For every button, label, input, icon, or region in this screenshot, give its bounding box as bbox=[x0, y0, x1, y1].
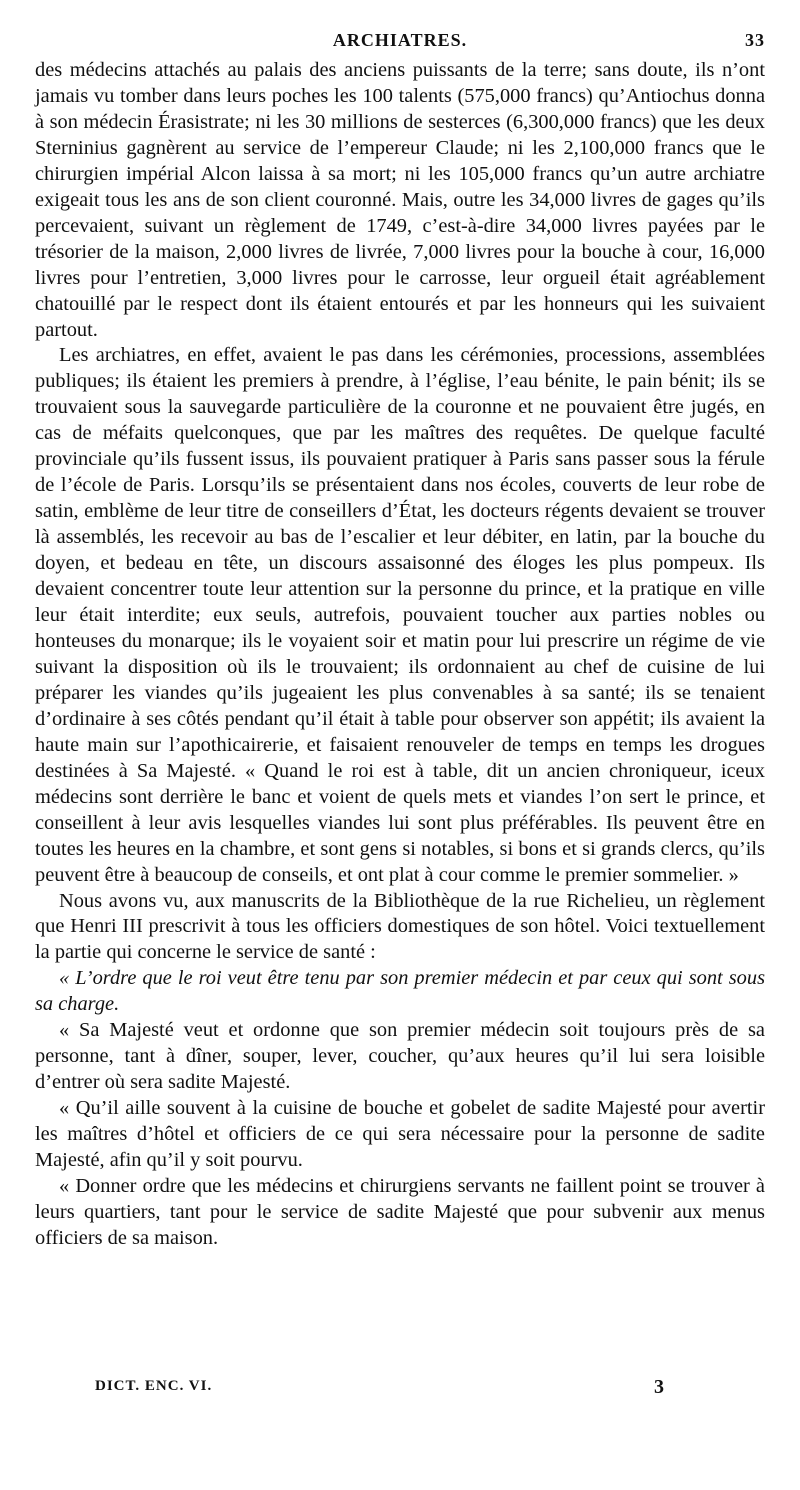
paragraph-premier-medecin: « Sa Majesté veut et ordonne que son premier médecin soit toujours près de sa personne, tant à dîner, souper, lever, coucher, qu’aux heures qu’il lui sera loisible d’entrer où sera sadite Majesté. bbox=[35, 1019, 765, 1094]
paragraph-privileges: Les archiatres, en effet, avaient le pas dans les cérémonies, processions, assemblées publiques; ils étaient les premiers à prendre, à l’église, l’eau bénite, le pain bénit; ils se trouvaient sous la sauvegarde particulière de la couronne et ne pouvaient être jugés, en cas de méfaits quelconques, que par les maîtres des requêtes. De quelque faculté provinciale qu’ils fussent issus, ils pouvaient pratiquer à Paris sans passer sous la férule de l’école de Paris. Lorsqu’ils se présentaient dans nos écoles, couverts de leur robe de satin, emblème de leur titre de conseillers d’État, les docteurs régents devaient se trouver là assemblés, les recevoir au bas de l’escalier et leur débiter, en latin, par la bouche du doyen, et bedeau en tête, un discours assaisonné des éloges les plus pompeux. Ils devaient concentrer toute leur attention sur la personne du prince, et la pratique en ville leur était interdite; eux seuls, autrefois, pouvaient toucher aux parties nobles ou honteuses du monarque; ils le voyaient soir et matin pour lui prescrire un régime de vie suivant la disposition où ils le trouvaient; ils ordonnaient au chef de cuisine de lui préparer les viandes qu’ils jugeaient les plus convenables à sa santé; ils se tenaient d’ordinaire à ses côtés pendant qu’il était à table pour observer son appétit; ils avaient la haute main sur l’apothicairerie, et faisaient renouveler de temps en temps les drogues destinées à Sa Majesté. « Quand le roi est à table, dit un ancien chroniqueur, iceux médecins sont derrière le banc et voient de quels mets et viandes l’on sert le prince, et conseillent à leur avis lesquelles viandes lui sont plus préférables. Ils peuvent être en toutes les heures en la chambre, et sont gens si notables, si bons et si grands clercs, qu’ils peuvent être à beaucoup de conseils, et ont plat à cour comme le premier sommelier. » bbox=[35, 344, 765, 886]
running-head bbox=[35, 30, 765, 54]
running-title: ARCHIATRES. bbox=[332, 30, 468, 50]
paragraph-cuisine: « Qu’il aille souvent à la cuisine de bouche et gobelet de sadite Majesté pour avertir les maîtres d’hôtel et officiers de ce qui sera nécessaire pour la personne de sadite Majesté, afin qu’il y soit pourvu. bbox=[35, 1097, 765, 1172]
paragraph-quartiers: « Donner ordre que les médecins et chirurgiens servants ne faillent point se trouver à leurs quartiers, tant pour le service de sadite Majesté que pour subvenir aux menus officiers de sa maison. bbox=[35, 1174, 765, 1249]
body-text bbox=[35, 58, 765, 1252]
paragraph-ordre-title: « L’ordre que le roi veut être tenu par son premier médecin et par ceux qui sont sous sa charge. bbox=[35, 967, 765, 1016]
gathering-number: 3 bbox=[654, 1376, 665, 1398]
signature-mark: DICT. ENC. VI. bbox=[95, 1378, 213, 1394]
paragraph-reglement-intro: Nous avons vu, aux manuscrits de la Bibliothèque de la rue Richelieu, un règlement que Henri III prescrivit à tous les officiers domestiques de son hôtel. Voici textuellement la partie qui concerne le service de santé : bbox=[35, 889, 765, 964]
page-number: 33 bbox=[745, 30, 765, 50]
page-footer bbox=[35, 1378, 765, 1404]
paragraph-salaries: des médecins attachés au palais des anciens puissants de la terre; sans doute, ils n’ont jamais vu tomber dans leurs poches les 100 talents (575,000 francs) qu’Antiochus donna à son médecin Érasistrate; ni les 30 millions de sesterces (6,300,000 francs) que les deux Sterninius gagnèrent au service de l’empereur Claude; ni les 2,100,000 francs que le chirurgien impérial Alcon laissa à sa mort; ni les 105,000 francs qu’un autre archiatre exigeait tous les ans de son client couronné. Mais, outre les 34,000 livres de gages qu’ils percevaient, suivant un règlement de 1749, c’est-à-dire 34,000 livres payées par le trésorier de la maison, 2,000 livres de livrée, 7,000 livres pour la bouche à cour, 16,000 livres pour l’entretien, 3,000 livres pour le carrosse, leur orgueil était agréablement chatouillé par le respect dont ils étaient entourés et par les honneurs qui les suivaient partout. bbox=[35, 59, 765, 341]
